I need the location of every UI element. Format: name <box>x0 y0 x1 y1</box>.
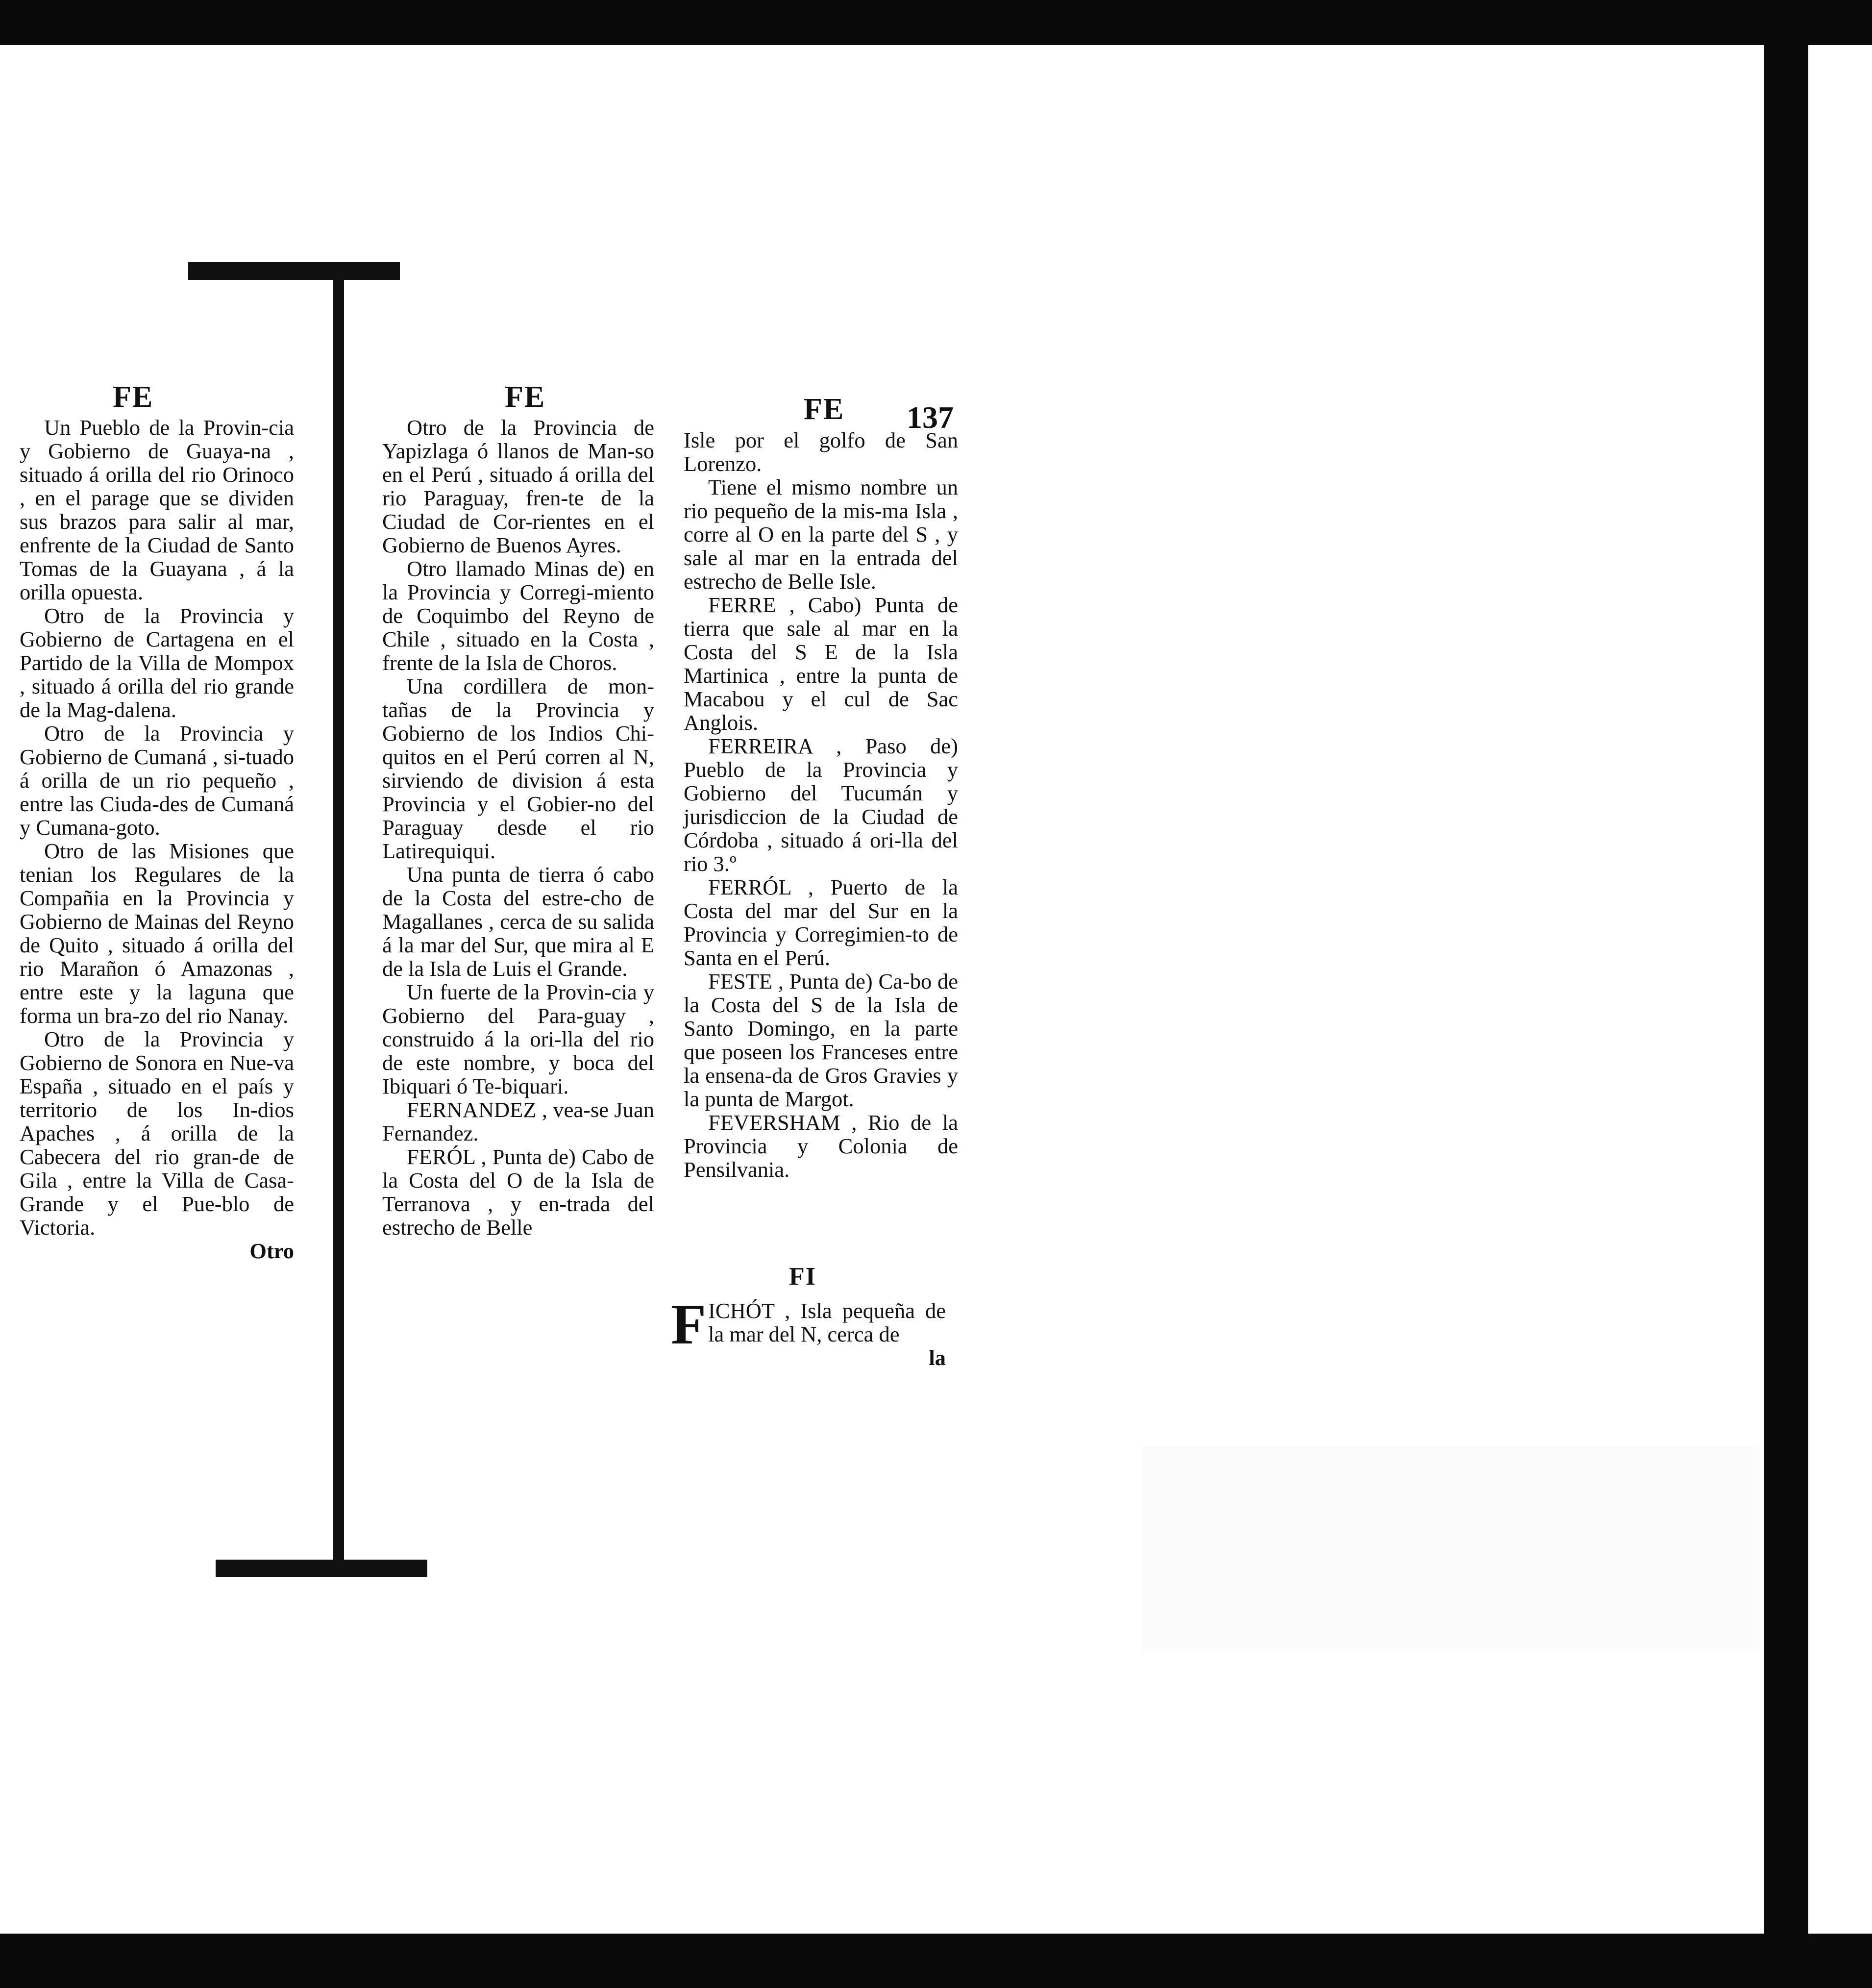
section-head-fi: FI <box>789 1263 816 1291</box>
running-head-col1: FE <box>113 380 154 414</box>
scan-frame-top <box>0 0 1872 45</box>
page-shadow <box>1142 1446 1759 1652</box>
entry-paragraph: FESTE , Punta de) Ca-bo de la Costa del S de la Isla de Santo Domingo, en la parte que poseen los Franceses entre la ensena-da de Gros Gravies y la punta de Margot. <box>684 969 958 1111</box>
catchword: Otro <box>249 1239 294 1263</box>
gutter-clamp-bottom <box>216 1560 427 1577</box>
entry-paragraph: FERNANDEZ , vea-se Juan Fernandez. <box>382 1097 654 1145</box>
entry-paragraph: Una cordillera de mon-tañas de la Provincia y Gobierno de los Indios Chi-quitos en el Perú corren al N, sirviendo de division á esta Provincia y el Gobier-no del Paraguay desde el rio Latirequiqui. <box>382 674 654 863</box>
scan-frame-divider <box>1764 45 1808 1934</box>
gutter-clamp-top <box>188 262 400 280</box>
gutter-clamp-bar <box>333 274 344 1564</box>
entry-paragraph: Una punta de tierra ó cabo de la Costa del estre-cho de Magallanes , cerca de su salida á la mar del Sur, que mira al E de la Isla de Luis el Grande. <box>382 862 654 981</box>
running-head-col3: FE <box>804 393 845 426</box>
entry-paragraph: Otro de la Provincia y Gobierno de Cumaná , si-tuado á orilla de un rio pequeño , entre las Ciuda-des de Cumaná y Cumana-goto. <box>20 721 294 840</box>
running-head-col2: FE <box>505 380 546 414</box>
fi-entry-text: ICHÓT , Isla pequeña de la mar del N, cerca de <box>708 1298 946 1346</box>
entry-paragraph: Otro de la Provincia de Yapizlaga ó llanos de Man-so en el Perú , situado á orilla del rio Paraguay, fren-te de la Ciudad de Cor-rientes en el Gobierno de Buenos Ayres. <box>382 415 654 557</box>
entry-paragraph: Un Pueblo de la Provin-cia y Gobierno de Guaya-na , situado á orilla del rio Orinoco , en el parage que se dividen sus brazos para salir al mar, enfrente de la Ciudad de Santo Tomas de la Guayana , á la orilla opuesta. <box>20 415 294 604</box>
entry-paragraph: Un fuerte de la Provin-cia y Gobierno del Para-guay , construido á la ori-lla del rio de este nombre, y boca del Ibiquari ó Te-biquari. <box>382 980 654 1098</box>
facing-page-edge <box>1808 45 1872 1934</box>
text-column-1 <box>20 416 294 1263</box>
entry-paragraph: FERÓL , Punta de) Cabo de la Costa del O de la Isla de Terranova , y en-trada del estrecho de Belle <box>382 1144 654 1240</box>
entry-paragraph: Tiene el mismo nombre un rio pequeño de la mis-ma Isla , corre al O en la parte del S , y sale al mar en la entrada del estrecho de Belle Isle. <box>684 475 958 594</box>
entry-paragraph: Otro llamado Minas de) en la Provincia y Corregi-miento de Coquimbo del Reyno de Chile , situado en la Costa , frente de la Isla de Choros. <box>382 556 654 675</box>
entry-paragraph: FERREIRA , Paso de) Pueblo de la Provincia y Gobierno del Tucumán y jurisdiccion de la Ciudad de Córdoba , situado á ori-lla del rio 3.º <box>684 734 958 876</box>
drop-cap: F <box>671 1292 707 1356</box>
entry-paragraph: Otro de la Provincia y Gobierno de Sonora en Nue-va España , situado en el país y territorio de los In-dios Apaches , á orilla de la Cabecera del rio gran-de de Gila , entre la Villa de Casa-Grande y el Pue-blo de Victoria. <box>20 1027 294 1240</box>
page-number: 137 <box>907 400 954 435</box>
scan-frame-bottom <box>0 1934 1872 1988</box>
entry-paragraph: Otro de las Misiones que tenian los Regulares de la Compañia en la Provincia y Gobierno de Mainas del Reyno de Quito , situado á orilla del rio Marañon ó Amazonas , entre este y la laguna que forma un bra-zo del rio Nanay. <box>20 839 294 1028</box>
entry-paragraph: FERRÓL , Puerto de la Costa del mar del Sur en la Provincia y Corregimien-to de Santa en el Perú. <box>684 875 958 970</box>
entry-paragraph: Otro de la Provincia y Gobierno de Cartagena en el Partido de la Villa de Mompox , situado á orilla del rio grande de la Mag-dalena. <box>20 603 294 722</box>
entry-paragraph: FEVERSHAM , Rio de la Provincia y Colonia de Pensilvania. <box>684 1110 958 1182</box>
catchword: la <box>929 1345 946 1370</box>
entry-paragraph: FERRE , Cabo) Punta de tierra que sale al mar en la Costa del S E de la Isla Martinica , entre la punta de Macabou y el cul de Sac Anglois. <box>684 593 958 735</box>
text-column-3 <box>684 428 958 1181</box>
text-column-2 <box>382 416 654 1239</box>
fi-entry <box>671 1292 946 1370</box>
entry-continuation: Isle por el golfo de San Lorenzo. <box>684 428 958 476</box>
